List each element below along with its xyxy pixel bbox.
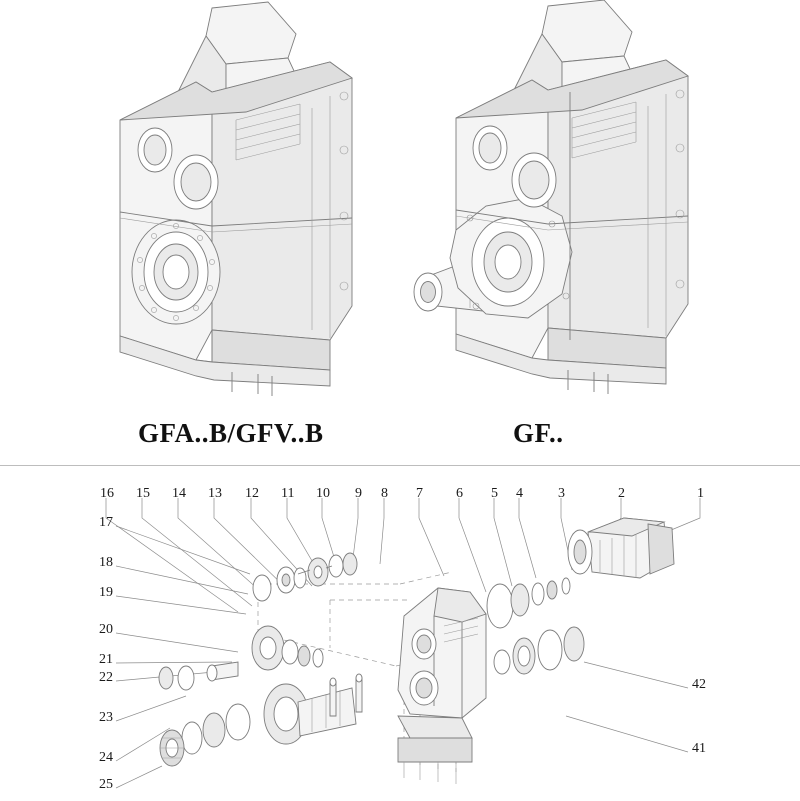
callout-3: 3 — [558, 486, 565, 501]
callout-14: 14 — [172, 486, 186, 501]
callout-13: 13 — [208, 486, 222, 501]
callout-18: 18 — [99, 555, 113, 570]
callout-24: 24 — [99, 750, 113, 765]
callout-25: 25 — [99, 777, 113, 792]
callout-23: 23 — [99, 710, 113, 725]
callout-21: 21 — [99, 652, 113, 667]
callout-7: 7 — [416, 486, 423, 501]
callout-41: 41 — [692, 741, 706, 756]
callout-5: 5 — [491, 486, 498, 501]
left-gearbox-view — [120, 2, 352, 396]
caption-left: GFA..B/GFV..B — [138, 418, 324, 448]
callout-8: 8 — [381, 486, 388, 501]
callout-42: 42 — [692, 677, 706, 692]
callout-4: 4 — [516, 486, 523, 501]
callout-16: 16 — [100, 486, 114, 501]
callout-20: 20 — [99, 622, 113, 637]
callout-11: 11 — [281, 486, 295, 501]
callout-10: 10 — [316, 486, 330, 501]
right-gearbox-view — [414, 0, 688, 394]
callout-19: 19 — [99, 585, 113, 600]
leader-lines-right — [566, 662, 688, 752]
exploded-view-drawing — [0, 466, 800, 801]
callout-1: 1 — [697, 486, 704, 501]
callout-17: 17 — [99, 515, 113, 530]
callout-15: 15 — [136, 486, 150, 501]
motor-block — [568, 518, 674, 578]
ring-parts — [159, 553, 584, 766]
callout-2: 2 — [618, 486, 625, 501]
callout-12: 12 — [245, 486, 259, 501]
callout-6: 6 — [456, 486, 463, 501]
housing-part — [398, 588, 486, 784]
exploded-view-panel — [0, 465, 800, 801]
callout-22: 22 — [99, 670, 113, 685]
callout-9: 9 — [355, 486, 362, 501]
caption-right: GF.. — [513, 418, 564, 448]
